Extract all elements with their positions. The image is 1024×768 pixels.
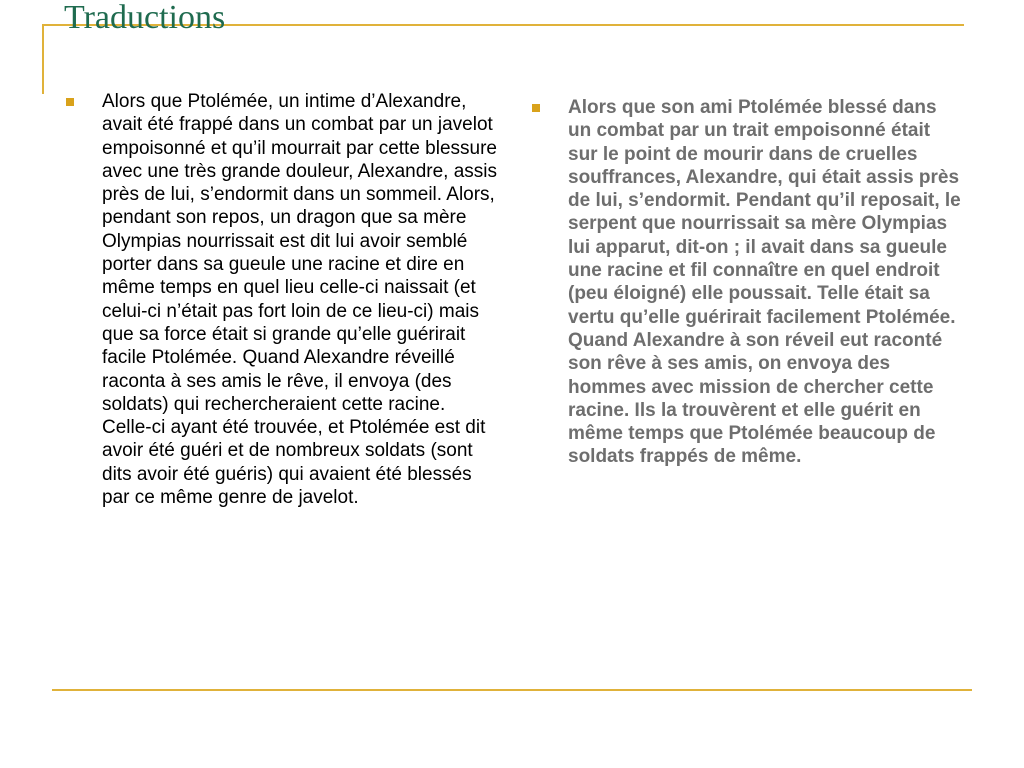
slide-title: Traductions: [64, 0, 226, 36]
bottom-rule: [52, 689, 972, 691]
square-bullet-icon: [532, 104, 540, 112]
latin-translation-text: Alors que Ptolémée, un intime d’Alexandre, avait été frappé dans un combat par un javelot empoisonné et qu’il mourrait par cette blessure avec une très grande douleur, Alexandre, assis près de lui, s’endormit dans un sommeil. Alors, pendant son repos, un dragon que sa mère Olympias nourrissait est dit lui avoir semblé porter dans sa gueule une racine et dire en même temps en quel lieu celle-ci naissait (et celui-ci n’était pas fort loin de ce lieu-ci) mais que sa force était si grande qu’elle guérirait facile Ptolémée. Quand Alexandre réveillé raconta à ses amis le rêve, il envoya (des soldats) qui rechercheraient cette racine. Celle-ci ayant été trouvée, et Ptolémée est dit avoir été guéri et de nombreux soldats (sont dits avoir été guéris) qui avaient été blessés par ce même genre de javelot.: [102, 91, 498, 509]
left-bullet-item: [66, 90, 498, 509]
right-bullet-item: [532, 96, 962, 469]
left-rule: [42, 24, 44, 94]
left-column: [66, 90, 498, 509]
right-column: [532, 96, 962, 469]
french-translation-text: Alors que son ami Ptolémée blessé dans un combat par un trait empoisonné était sur le point de mourir dans de cruelles souffrances, Alexandre, qui était assis près de lui, s’endormit. Pendant qu’il reposait, le serpent que nourrissait sa mère Olympias lui apparut, dit-on ; il avait dans sa gueule une racine et fil connaître en quel endroit (peu éloigné) elle poussait. Telle était sa vertu qu’elle guérirait facilement Ptolémée. Quand Alexandre à son réveil eut raconté son rêve à ses amis, on envoya des hommes avec mission de chercher cette racine. Ils la trouvèrent et elle guérit en même temps que Ptolémée beaucoup de soldats frappés de même.: [568, 97, 961, 468]
square-bullet-icon: [66, 98, 74, 106]
